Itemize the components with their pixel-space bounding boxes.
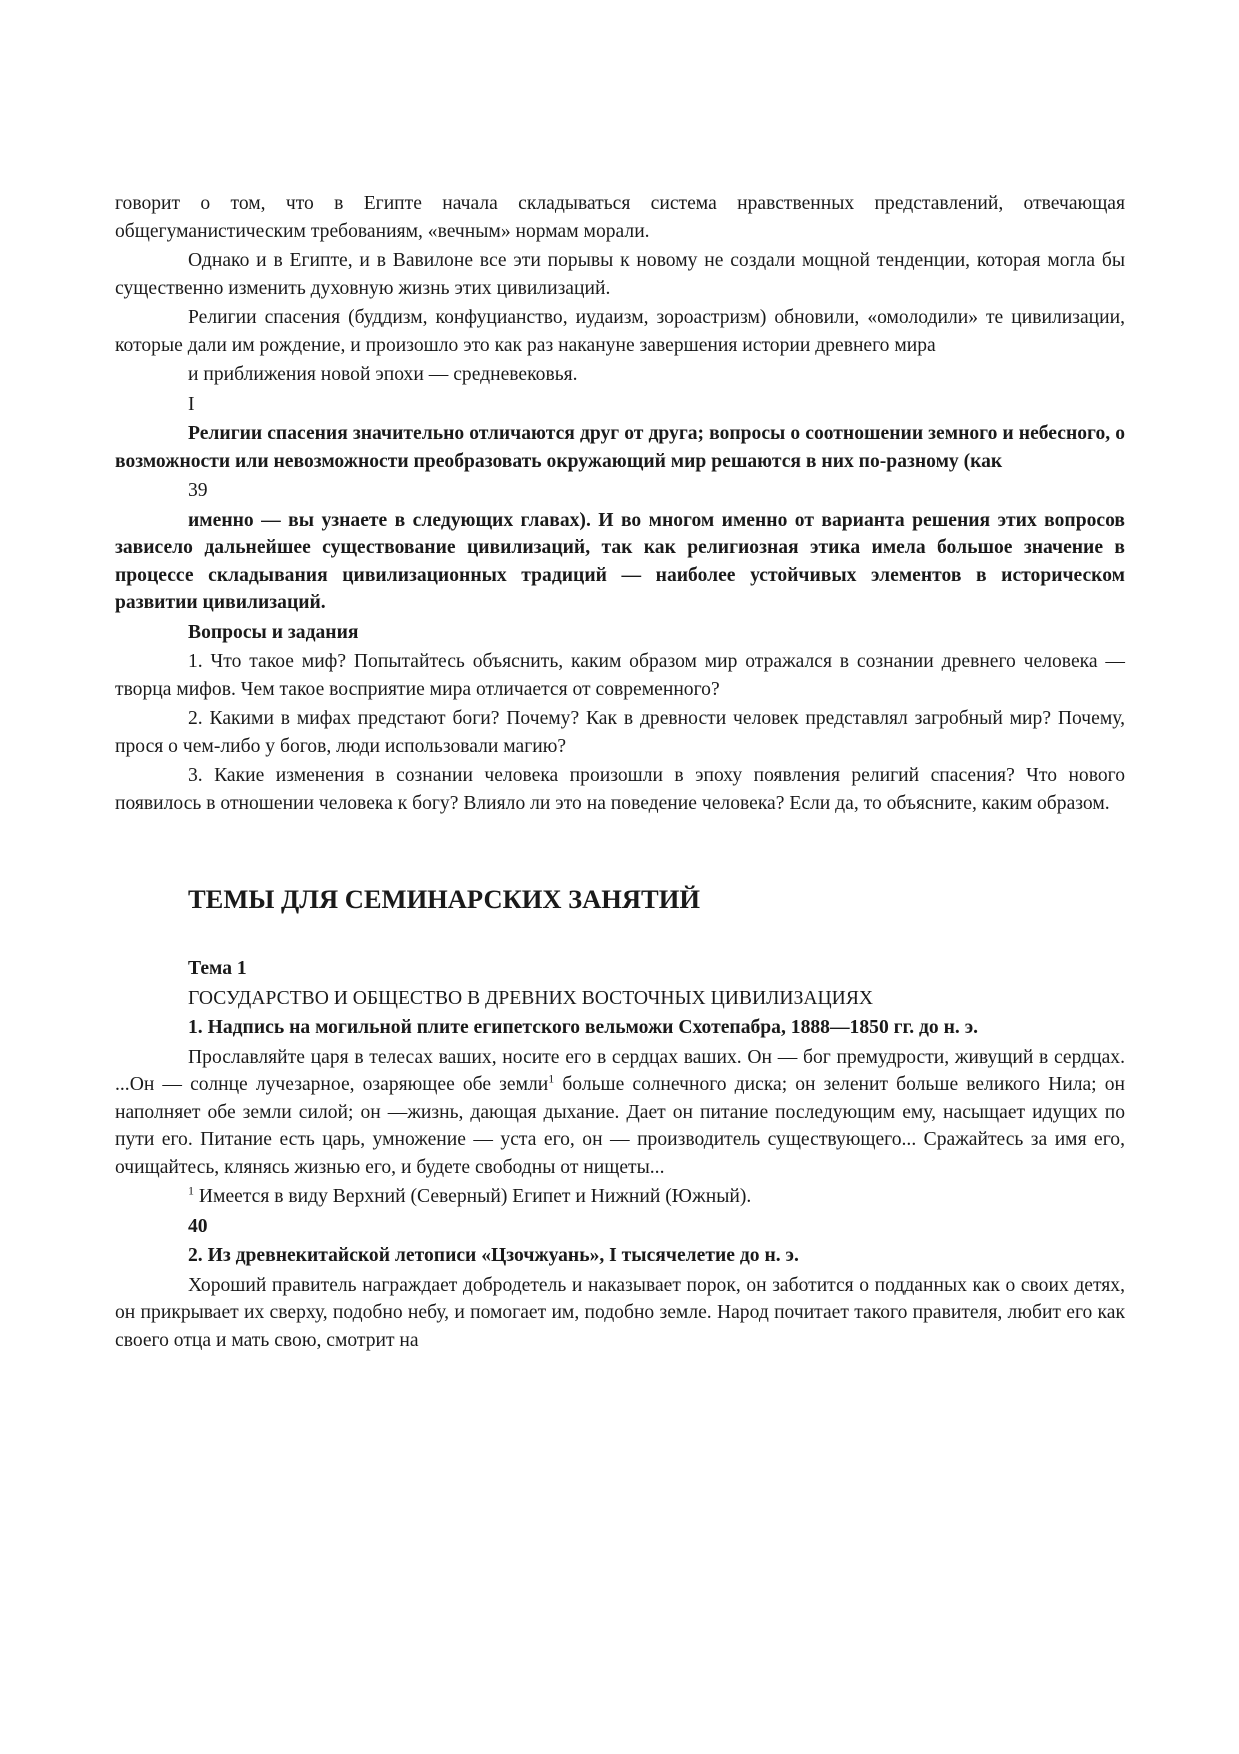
question-item: 2. Какими в мифах предстают боги? Почему? Как в древности человек представлял загробный мир? Почему, прося о чем-либо у богов, люди использовали магию? [115, 708, 1125, 757]
footnote-marker: 1 [548, 1071, 555, 1086]
topic-title: ГОСУДАРСТВО И ОБЩЕСТВО В ДРЕВНИХ ВОСТОЧНЫХ ЦИВИЛИЗАЦИЯХ [188, 987, 874, 1009]
text-run: Прославляйте царя в телесах ваших, носите его в сердцах ваших. Он — бог премудрости, живущий в сердцах. ...Он — солнце лучезарное, озаряющее обе земли [115, 1046, 1125, 1095]
source-text [115, 1044, 1125, 1182]
footnote [115, 1183, 1125, 1211]
topic-label: Тема 1 [188, 958, 247, 979]
paragraph: Однако и в Египте, и в Вавилоне все эти порывы к новому не создали мощной тенденции, которая могла бы существенно изменить духовную жизнь этих цивилизаций. [115, 250, 1125, 299]
footnote-text: Имеется в виду Верхний (Северный) Египет и Нижний (Южный). [194, 1186, 752, 1207]
paragraph: и приближения новой эпохи — средневековья. [188, 364, 578, 385]
page-number: 40 [188, 1215, 208, 1237]
spacer [115, 819, 1125, 883]
source-heading: 1. Надпись на могильной плите египетского вельможи Схотепабра, 1888—1850 гг. до н. э. [188, 1017, 979, 1038]
paragraph: Религии спасения (буддизм, конфуцианство, иудаизм, зороастризм) обновили, «омолодили» те цивилизации, которые дали им рождение, и произошло это как раз накануне завершения истории древнего мира [115, 307, 1125, 356]
stray-letter: I [188, 393, 195, 415]
section-subheading: Вопросы и задания [188, 621, 359, 643]
question-item: 1. Что такое миф? Попытайтесь объяснить, каким образом мир отражался в сознании древнего человека — творца мифов. Чем такое восприятие мира отличается от современного? [115, 651, 1125, 700]
question-item: 3. Какие изменения в сознании человека произошли в эпоху появления религий спасения? Что нового появилось в отношении человека к богу? Влияло ли это на поведение человека? Если да, то объясните, каким образом. [115, 765, 1125, 814]
text-run: больше солнечного диска; он зеленит больше великого Нила; он наполняет обе земли силой; он —жизнь, дающая дыхание. Дает он питание последующим ему, насыщает идущих по пути его. Питание есть царь, умножение — уста его, он — производитель существующего... Сражайтесь за имя его, очищайтесь, клянясь жизнью его, и будете свободны от нищеты... [115, 1074, 1125, 1178]
spacer [115, 915, 1125, 955]
source-text: Хороший правитель награждает добродетель и наказывает порок, он заботится о подданных как о своих детях, он прикрывает их сверху, подобно небу, и помогает им, подобно земле. Народ почитает такого правителя, любит его как своего отца и мать свою, смотрит на [115, 1274, 1125, 1351]
page-number: 39 [188, 480, 208, 501]
section-heading: ТЕМЫ ДЛЯ СЕМИНАРСКИХ ЗАНЯТИЙ [188, 884, 700, 914]
paragraph: говорит о том, что в Египте начала складываться система нравственных представлений, отвечающая общегуманистическим требованиям, «вечным» нормам морали. [115, 193, 1125, 242]
footnote-marker: 1 [188, 1183, 194, 1198]
source-heading: 2. Из древнекитайской летописи «Цзочжуань», I тысячелетие до н. э. [188, 1245, 799, 1266]
bold-paragraph: именно — вы узнаете в следующих главах). И во многом именно от варианта решения этих вопросов зависело дальнейшее существование цивилизаций, так как религиозная этика имела большое значение в процессе складывания цивилизационных традиций — наиболее устойчивых элементов в историческом развитии цивилизаций. [115, 509, 1125, 613]
bold-paragraph: Религии спасения значительно отличаются друг от друга; вопросы о соотношении земного и небесного, о возможности или невозможности преобразовать окружающий мир решаются в них по-разному (как [115, 423, 1125, 472]
text-column [115, 190, 1125, 1356]
